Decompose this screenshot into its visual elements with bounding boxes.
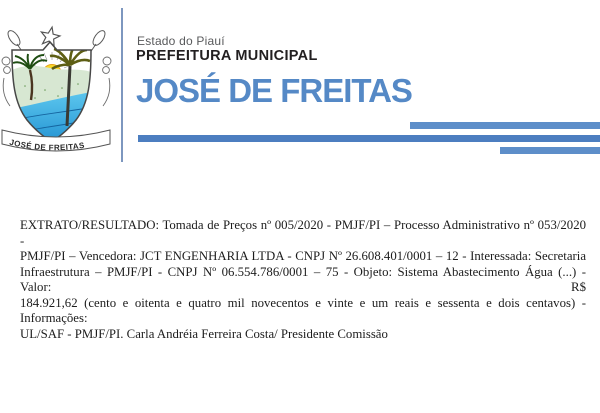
extract-line-5: UL/SAF - PMJF/PI. Carla Andréia Ferreira Costa/ Presidente Comissão [20,326,388,341]
extract-line-3: Infraestrutura – PMJF/PI - CNPJ Nº 06.554.786/0001 – 75 - Objeto: Sistema Abastecimento Água (...) - Valor: R$ [20,264,586,294]
decorative-bar-top [410,122,600,129]
extract-line-4: 184.921,62 (cento e oitenta e quatro mil novecentos e vinte e um reais e sessenta e dois centavos) - Informações: [20,295,586,325]
extract-paragraph [20,218,586,342]
org-label: PREFEITURA MUNICIPAL [136,47,318,64]
city-title: JOSÉ DE FREITAS [136,72,412,109]
coat-of-arms [0,8,113,166]
banner-text: JOSÉ DE FREITAS [8,137,86,153]
decorative-bar-middle [138,135,600,142]
decorative-bar-bottom [500,147,600,154]
extract-line-2: PMJF/PI – Vencedora: JCT ENGENHARIA LTDA - CNPJ Nº 26.608.401/0001 – 12 - Interessada: Secretaria [20,249,586,263]
header-divider [121,8,123,162]
extract-line-1: EXTRATO/RESULTADO: Tomada de Preços nº 005/2020 - PMJF/PI – Processo Administrativo nº 053/2020 - [20,218,586,248]
state-label: Estado do Piauí [137,34,225,48]
